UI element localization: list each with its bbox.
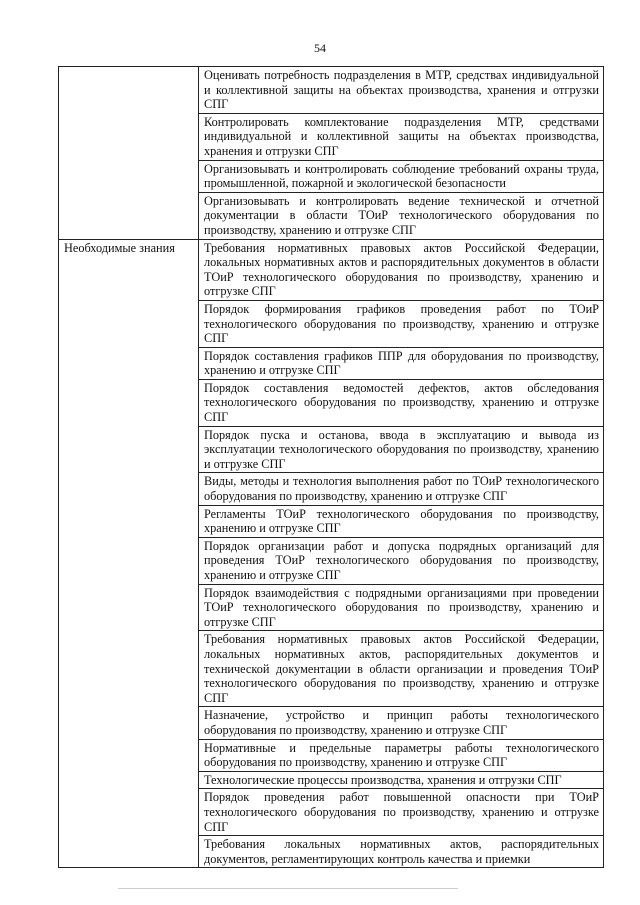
- table-cell-knowledge: Нормативные и предельные параметры работы технологического оборудования по производству, хранению и отгрузке СПГ: [199, 739, 604, 771]
- table-cell-knowledge: Технологические процессы производства, хранения и отгрузки СПГ: [199, 771, 604, 789]
- table-cell-knowledge: Порядок пуска и останова, ввода в эксплуатацию и вывода из эксплуатации технологического оборудования по производству, хранению и отгрузке СПГ: [199, 426, 604, 473]
- knowledge-label: Необходимые знания: [59, 239, 199, 868]
- table-cell-knowledge: Требования локальных нормативных актов, распорядительных документов, регламентирующих контроль качества и приемки: [199, 836, 604, 868]
- table-cell-knowledge: Требования нормативных правовых актов Российской Федерации, локальных нормативных актов и распорядительных документов в области ТОиР технологического оборудования по производству, хранению и отгрузке СПГ: [199, 239, 604, 300]
- table-cell-knowledge: Порядок взаимодействия с подрядными организациями при проведении ТОиР технологического оборудования по производству, хранению и отгрузке СПГ: [199, 584, 604, 631]
- table-cell-knowledge: Порядок проведения работ повышенной опасности при ТОиР технологического оборудования по производству, хранению и отгрузке СПГ: [199, 789, 604, 836]
- table-cell-knowledge: Регламенты ТОиР технологического оборудования по производству, хранению и отгрузке СПГ: [199, 505, 604, 537]
- page-number: 54: [314, 41, 326, 55]
- table-cell-knowledge: Порядок составления ведомостей дефектов, актов обследования технологического оборудования по производству, хранению и отгрузке СПГ: [199, 379, 604, 426]
- table-cell-action: Организовывать и контролировать ведение технической и отчетной документации в области ТОиР технологического оборудования по производству, хранению и отгрузке СПГ: [199, 192, 604, 239]
- table-cell-action: Организовывать и контролировать соблюдение требований охраны труда, промышленной, пожарной и экологической безопасности: [199, 160, 604, 192]
- table-cell-knowledge: Назначение, устройство и принцип работы технологического оборудования по производству, хранению и отгрузке СПГ: [199, 707, 604, 739]
- table-row: [59, 239, 604, 300]
- table-cell-action: Контролировать комплектование подразделения МТР, средствами индивидуальной и коллективной защиты на объектах производства, хранения и отгрузки СПГ: [199, 113, 604, 160]
- professional-standard-table: [58, 66, 604, 868]
- table-cell-knowledge: Порядок организации работ и допуска подрядных организаций для проведения ТОиР технологического оборудования по производству, хранению и отгрузке СПГ: [199, 537, 604, 584]
- table-cell-knowledge: Порядок составления графиков ППР для оборудования по производству, хранению и отгрузке СПГ: [199, 347, 604, 379]
- table-cell-knowledge: Виды, методы и технология выполнения работ по ТОиР технологического оборудования по производству, хранению и отгрузке СПГ: [199, 473, 604, 505]
- empty-label-cell: [59, 67, 199, 240]
- table-row: [59, 67, 604, 114]
- scan-artifact-line: [118, 888, 458, 889]
- table-cell-action: Оценивать потребность подразделения в МТР, средствах индивидуальной и коллективной защиты на объектах производства, хранения и отгрузки СПГ: [199, 67, 604, 114]
- table-cell-knowledge: Требования нормативных правовых актов Российской Федерации, локальных нормативных актов, распорядительных документов и технической документации в области организации и проведения ТОиР технологического оборудования по производству, хранению и отгрузке СПГ: [199, 631, 604, 707]
- table-cell-knowledge: Порядок формирования графиков проведения работ по ТОиР технологического оборудования по производству, хранению и отгрузке СПГ: [199, 300, 604, 347]
